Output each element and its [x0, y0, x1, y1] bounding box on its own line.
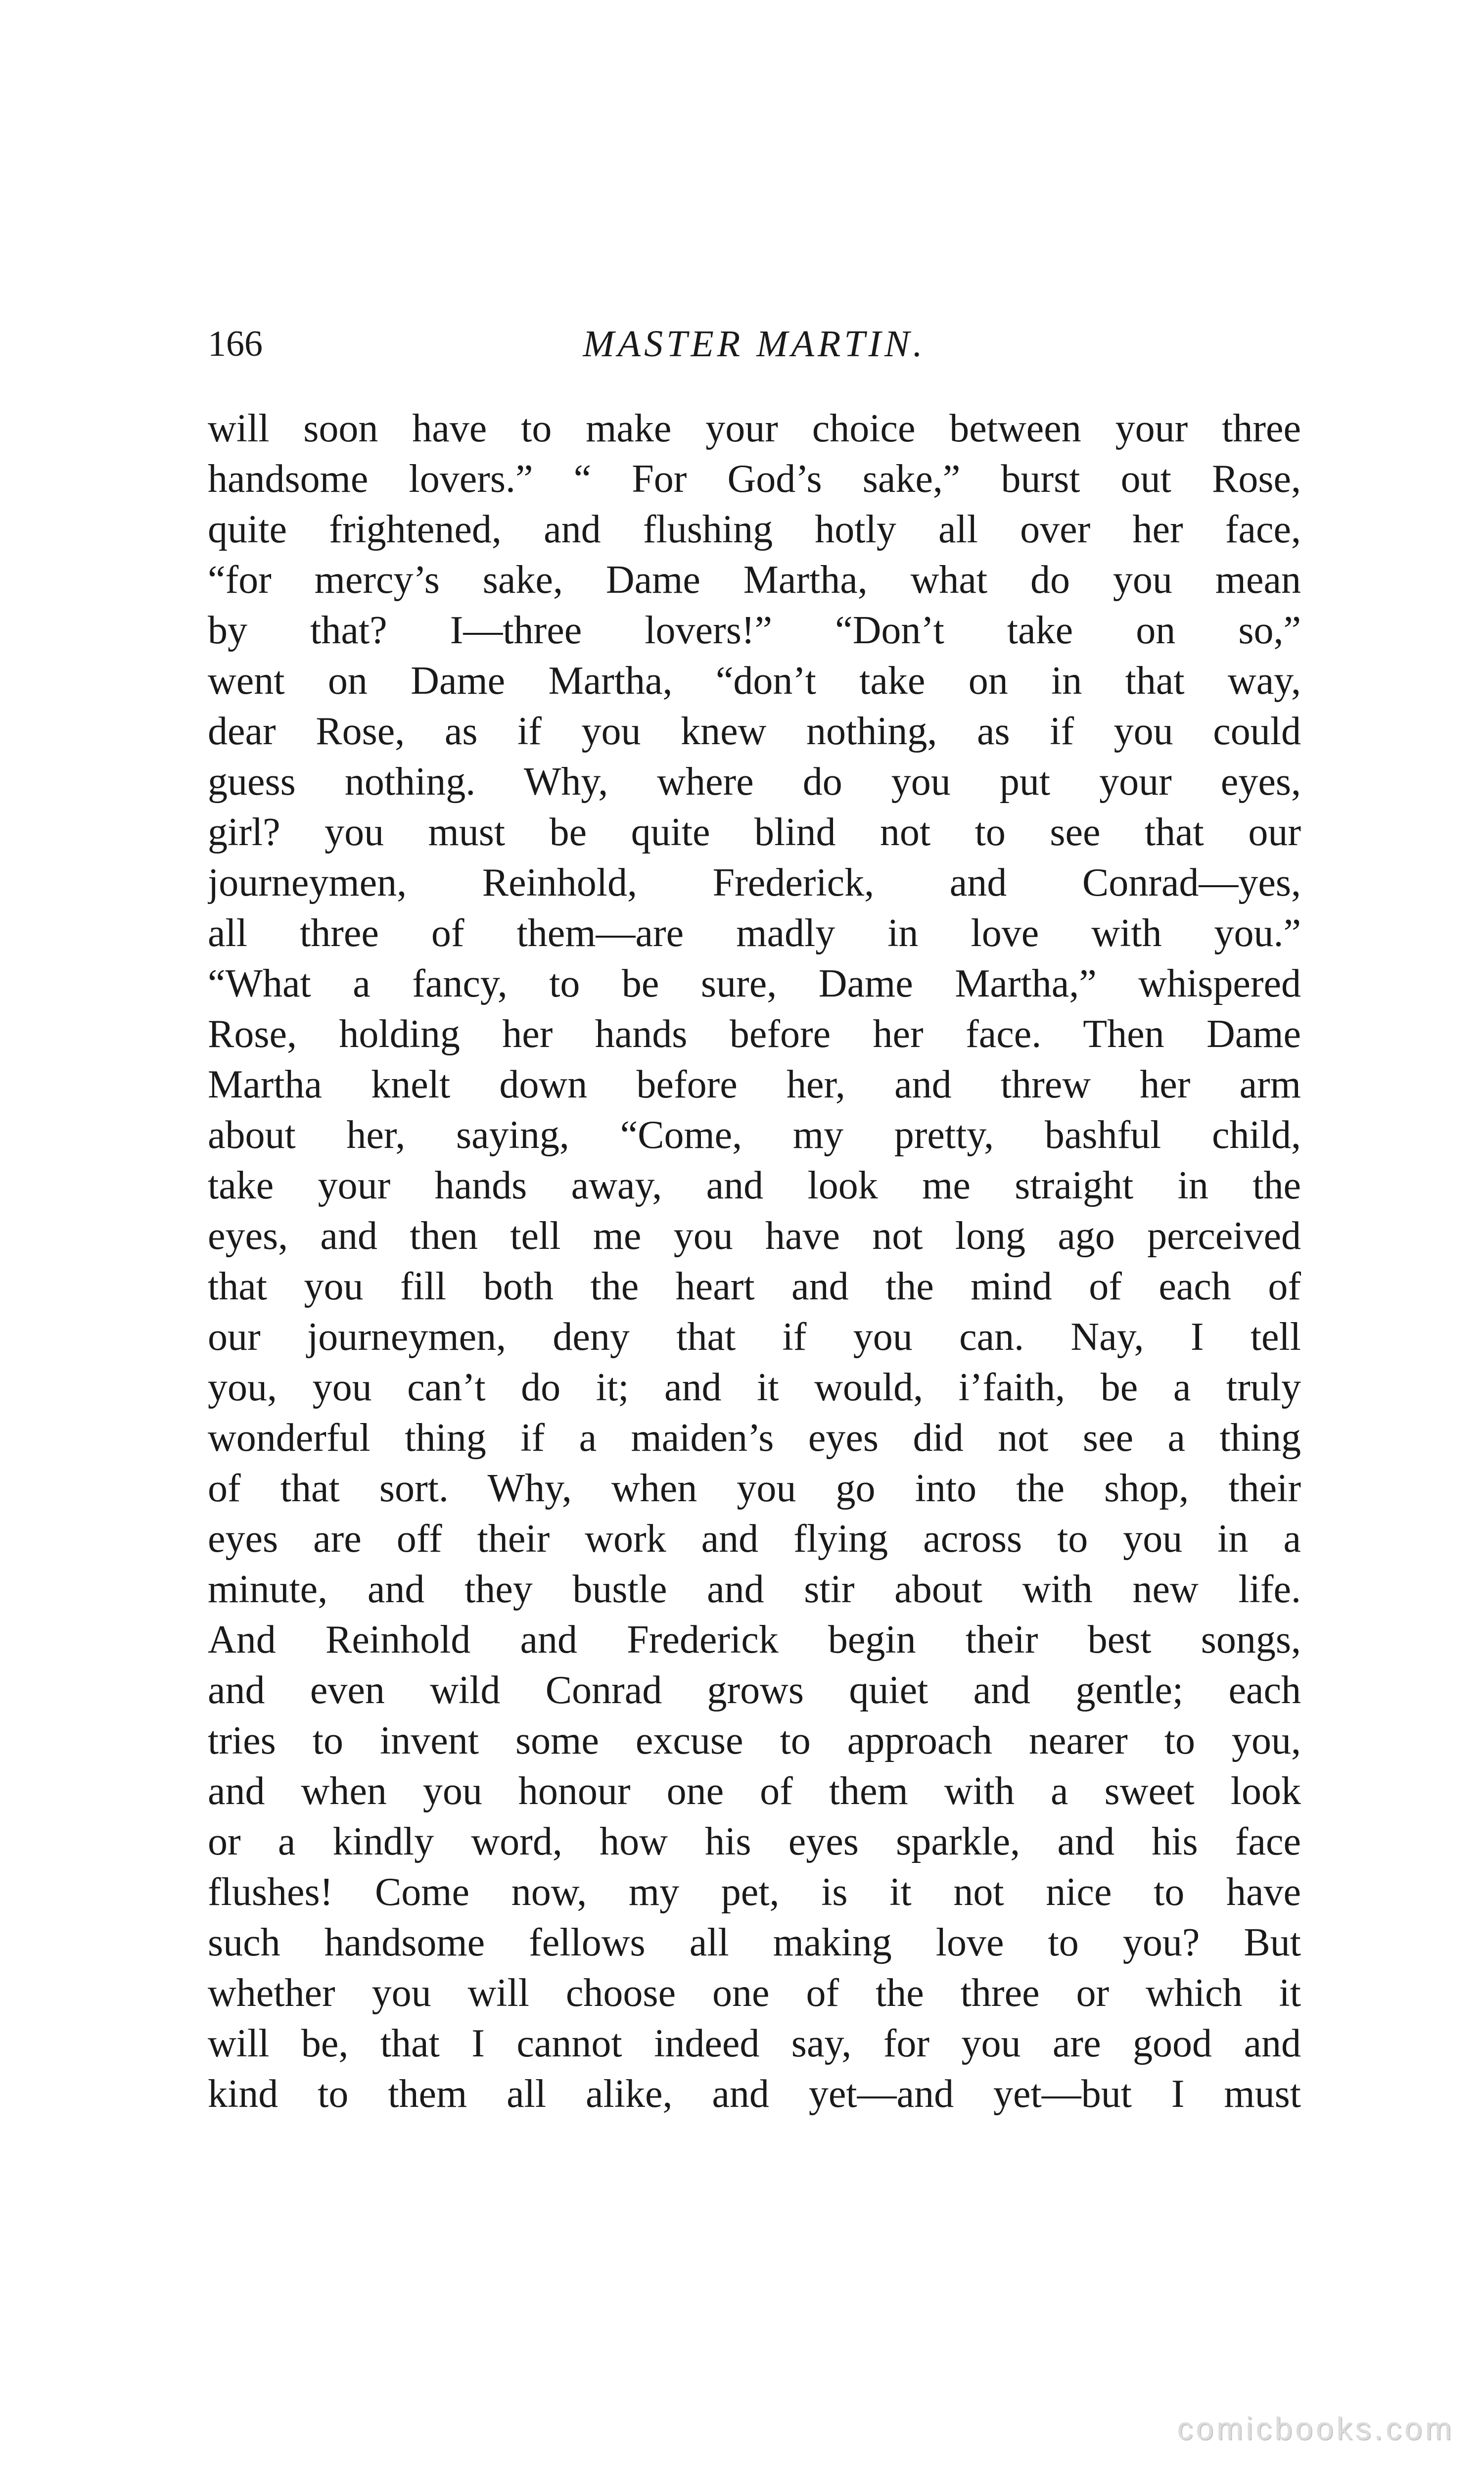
text-line: by that? I—three lovers!” “Don’t take on so,”	[208, 609, 1301, 652]
watermark: comicbooks.com	[1177, 2411, 1454, 2446]
text-line: quite frightened, and flushing hotly all over her face,	[208, 508, 1301, 551]
text-line: handsome lovers.” “ For God’s sake,” burst out Rose,	[208, 457, 1301, 501]
text-line: our journeymen, deny that if you can. Nay, I tell	[208, 1315, 1301, 1359]
text-line: “What a fancy, to be sure, Dame Martha,” whispered	[208, 962, 1301, 1005]
text-line: and even wild Conrad grows quiet and gentle; each	[208, 1668, 1301, 1712]
text-line: about her, saying, “Come, my pretty, bashful child,	[208, 1113, 1301, 1157]
text-line: kind to them all alike, and yet—and yet—but I must	[208, 2072, 1301, 2116]
text-line: all three of them—are madly in love with you.”	[208, 911, 1301, 955]
text-line: of that sort. Why, when you go into the shop, their	[208, 1467, 1301, 1510]
text-line: “for mercy’s sake, Dame Martha, what do you mean	[208, 558, 1301, 602]
text-line: will be, that I cannot indeed say, for you are good and	[208, 2022, 1301, 2065]
text-line: and when you honour one of them with a sweet look	[208, 1769, 1301, 1813]
text-line: went on Dame Martha, “don’t take on in that way,	[208, 659, 1301, 703]
text-line: dear Rose, as if you knew nothing, as if you could	[208, 710, 1301, 753]
page-header	[208, 317, 1301, 371]
text-line: or a kindly word, how his eyes sparkle, and his face	[208, 1820, 1301, 1863]
text-line: will soon have to make your choice between your three	[208, 407, 1301, 450]
text-line: eyes are off their work and flying across to you in a	[208, 1517, 1301, 1561]
text-line: Rose, holding her hands before her face. Then Dame	[208, 1012, 1301, 1056]
text-line: Martha knelt down before her, and threw her arm	[208, 1063, 1301, 1106]
text-line: minute, and they bustle and stir about with new life.	[208, 1568, 1301, 1611]
text-line: girl? you must be quite blind not to see that our	[208, 810, 1301, 854]
text-line: whether you will choose one of the three or which it	[208, 1971, 1301, 2015]
text-line: you, you can’t do it; and it would, i’faith, be a truly	[208, 1366, 1301, 1409]
body-text	[208, 403, 1301, 2119]
text-line: guess nothing. Why, where do you put your eyes,	[208, 760, 1301, 804]
text-line: eyes, and then tell me you have not long ago perceived	[208, 1214, 1301, 1258]
text-line: such handsome fellows all making love to you? But	[208, 1921, 1301, 1964]
text-line: take your hands away, and look me straight in the	[208, 1164, 1301, 1207]
running-head: MASTER MARTIN.	[583, 323, 926, 365]
text-line: journeymen, Reinhold, Frederick, and Conrad—yes,	[208, 861, 1301, 904]
text-line: tries to invent some excuse to approach nearer to you,	[208, 1719, 1301, 1762]
text-line: wonderful thing if a maiden’s eyes did not see a thing	[208, 1416, 1301, 1460]
text-line: And Reinhold and Frederick begin their best songs,	[208, 1618, 1301, 1662]
page-number: 166	[208, 324, 263, 364]
text-line: that you fill both the heart and the mind of each of	[208, 1265, 1301, 1308]
text-line: flushes! Come now, my pet, is it not nice to have	[208, 1870, 1301, 1914]
